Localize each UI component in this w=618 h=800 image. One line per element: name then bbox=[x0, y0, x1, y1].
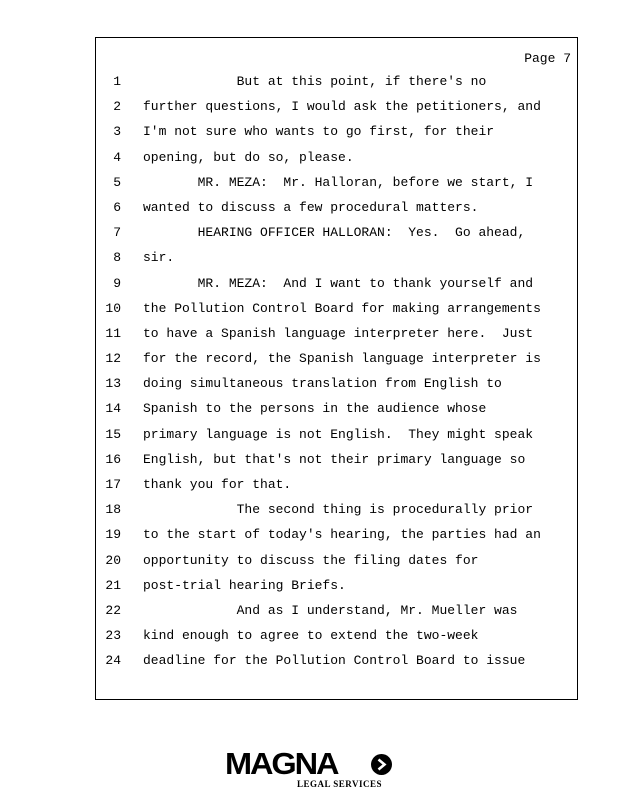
line-number: 11 bbox=[105, 325, 121, 341]
transcript-line bbox=[96, 125, 577, 150]
line-number: 18 bbox=[105, 502, 121, 518]
line-text: Spanish to the persons in the audience whose bbox=[143, 401, 487, 417]
line-number: 20 bbox=[105, 552, 121, 568]
line-text: And as I understand, Mr. Mueller was bbox=[143, 602, 518, 618]
line-text: to have a Spanish language interpreter here. Just bbox=[143, 325, 534, 341]
transcript-line bbox=[96, 277, 577, 302]
line-text: primary language is not English. They might speak bbox=[143, 426, 534, 442]
line-number: 1 bbox=[113, 74, 121, 89]
line-text: post-trial hearing Briefs. bbox=[143, 577, 346, 593]
transcript-line bbox=[96, 428, 577, 453]
line-number: 4 bbox=[113, 149, 121, 165]
transcript-page bbox=[95, 37, 578, 700]
transcript-line bbox=[96, 503, 577, 528]
line-number: 8 bbox=[113, 250, 121, 266]
chevron-right-circle-icon bbox=[371, 754, 392, 775]
line-text: sir. bbox=[143, 250, 175, 266]
line-text: English, but that's not their primary language so bbox=[143, 451, 526, 467]
line-text: I'm not sure who wants to go first, for their bbox=[143, 124, 495, 140]
transcript-line bbox=[96, 100, 577, 125]
transcript-line bbox=[96, 151, 577, 176]
transcript-line bbox=[96, 604, 577, 629]
line-number: 10 bbox=[105, 300, 121, 316]
line-number: 13 bbox=[105, 376, 121, 392]
transcript-line bbox=[96, 629, 577, 654]
line-text: HEARING OFFICER HALLORAN: Yes. Go ahead, bbox=[143, 225, 526, 241]
line-text: further questions, I would ask the petitioners, and bbox=[143, 99, 541, 115]
transcript-line bbox=[96, 75, 577, 100]
line-number: 23 bbox=[105, 628, 121, 644]
transcript-line bbox=[96, 302, 577, 327]
line-number: 15 bbox=[105, 426, 121, 442]
page-number: Page 7 bbox=[524, 51, 571, 66]
transcript-lines bbox=[96, 75, 577, 680]
line-text: deadline for the Pollution Control Board to issue bbox=[143, 653, 526, 669]
transcript-line bbox=[96, 352, 577, 377]
logo-wordmark: MAGNA bbox=[225, 746, 338, 781]
line-text: for the record, the Spanish language interpreter is bbox=[143, 351, 541, 367]
line-text: But at this point, if there's no bbox=[143, 74, 487, 89]
line-number: 9 bbox=[113, 275, 121, 291]
transcript-line bbox=[96, 478, 577, 503]
transcript-line bbox=[96, 528, 577, 553]
line-text: kind enough to agree to extend the two-week bbox=[143, 628, 479, 644]
transcript-line bbox=[96, 402, 577, 427]
line-number: 6 bbox=[113, 199, 121, 215]
line-number: 17 bbox=[105, 477, 121, 492]
line-number: 16 bbox=[105, 451, 121, 467]
logo-subtext: LEGAL SERVICES bbox=[297, 779, 382, 789]
line-text: The second thing is procedurally prior bbox=[143, 502, 534, 518]
line-number: 5 bbox=[113, 174, 121, 190]
transcript-line bbox=[96, 453, 577, 478]
line-number: 7 bbox=[113, 225, 121, 241]
line-number: 21 bbox=[105, 577, 121, 593]
transcript-line bbox=[96, 226, 577, 251]
line-text: the Pollution Control Board for making arrangements bbox=[143, 300, 541, 316]
transcript-line bbox=[96, 377, 577, 402]
transcript-line bbox=[96, 554, 577, 579]
line-number: 24 bbox=[105, 653, 121, 669]
transcript-line bbox=[96, 201, 577, 226]
transcript-line bbox=[96, 176, 577, 201]
line-text: doing simultaneous translation from English to bbox=[143, 376, 502, 392]
line-number: 3 bbox=[113, 124, 121, 140]
line-text: opportunity to discuss the filing dates for bbox=[143, 552, 479, 568]
line-number: 14 bbox=[105, 401, 121, 417]
line-text: MR. MEZA: Mr. Halloran, before we start, I bbox=[143, 174, 534, 190]
transcript-line bbox=[96, 327, 577, 352]
line-number: 12 bbox=[105, 351, 121, 367]
line-text: to the start of today's hearing, the parties had an bbox=[143, 527, 541, 543]
transcript-line bbox=[96, 579, 577, 604]
line-number: 22 bbox=[105, 602, 121, 618]
line-text: wanted to discuss a few procedural matters. bbox=[143, 199, 479, 215]
magna-legal-services-logo bbox=[225, 748, 400, 794]
line-text: thank you for that. bbox=[143, 477, 292, 492]
line-text: opening, but do so, please. bbox=[143, 149, 354, 165]
line-number: 2 bbox=[113, 99, 121, 115]
transcript-line bbox=[96, 654, 577, 679]
line-number: 19 bbox=[105, 527, 121, 543]
line-text: MR. MEZA: And I want to thank yourself and bbox=[143, 275, 534, 291]
transcript-line bbox=[96, 251, 577, 276]
